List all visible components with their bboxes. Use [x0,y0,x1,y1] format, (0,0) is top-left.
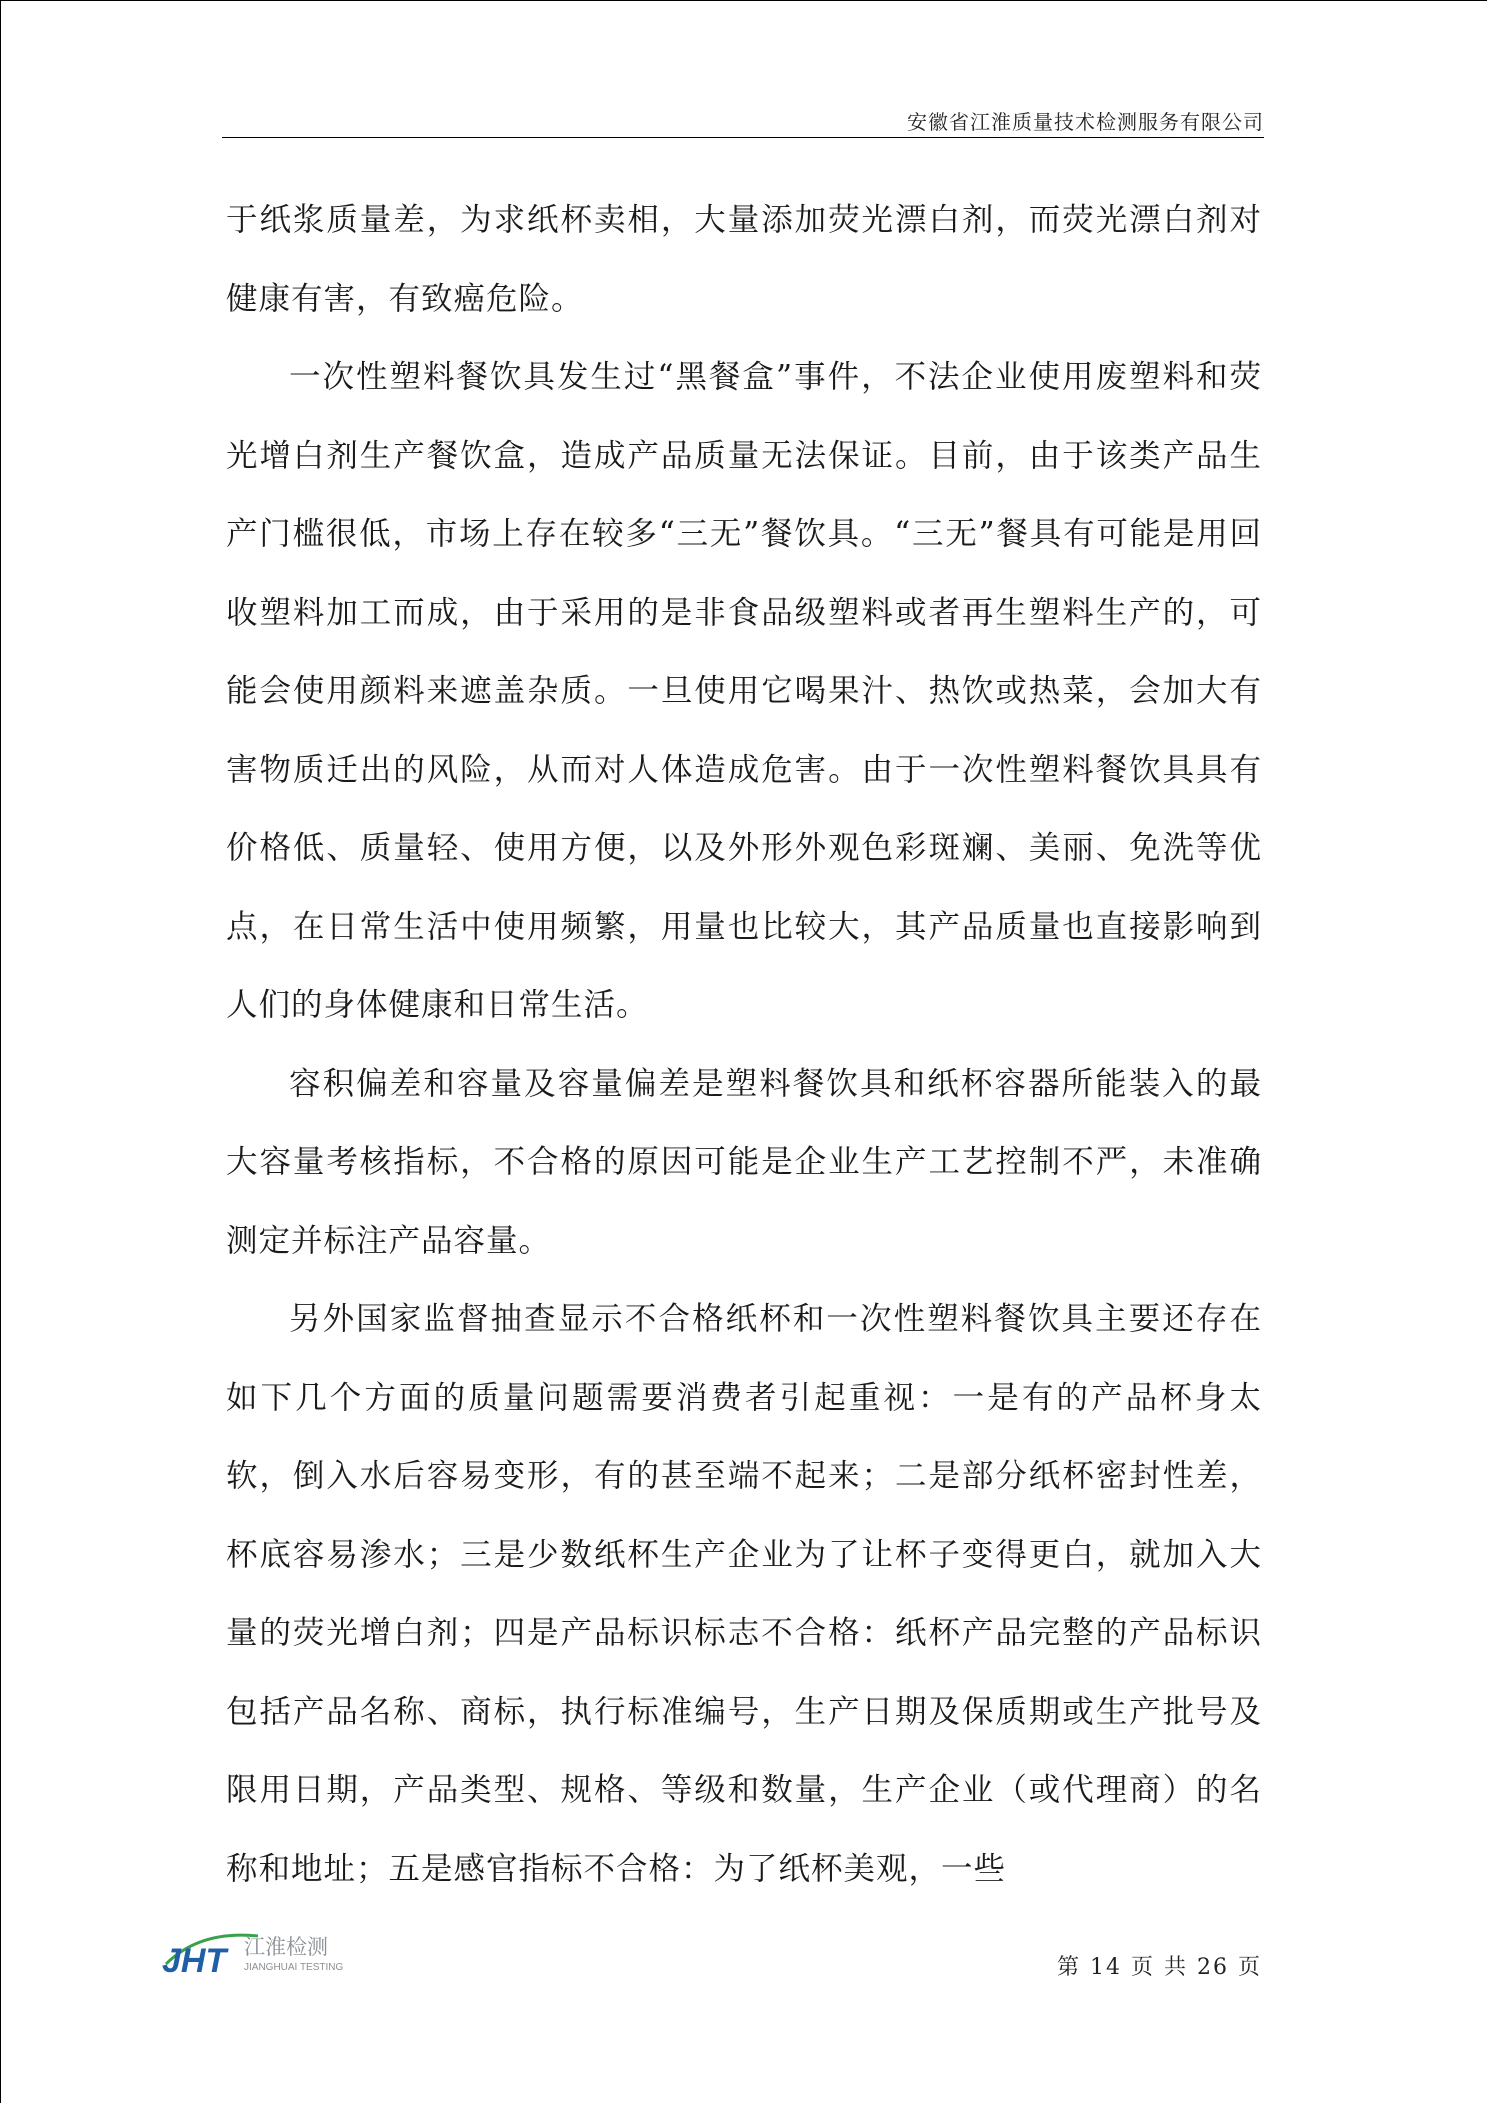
paragraph-2: 一次性塑料餐饮具发生过“黑餐盒”事件，不法企业使用废塑料和荧光增白剂生产餐饮盒，造成产品质量无法保证。目前，由于该类产品生产门槛很低，市场上存在较多“三无”餐饮具。“三无”餐具有可能是用回收塑料加工而成，由于采用的是非食品级塑料或者再生塑料生产的，可能会使用颜料来遮盖杂质。一旦使用它喝果汁、热饮或热菜，会加大有害物质迁出的风险，从而对人体造成危害。由于一次性塑料餐饮具具有价格低、质量轻、使用方便，以及外形外观色彩斑斓、美丽、免洗等优点，在日常生活中使用频繁，用量也比较大，其产品质量也直接影响到人们的身体健康和日常生活。 [226,359,1262,1023]
logo-chinese-name: 江淮检测 [244,1935,328,1959]
paragraph-1: 于纸浆质量差，为求纸杯卖相，大量添加荧光漂白剂，而荧光漂白剂对健康有害，有致癌危险。 [226,202,1262,317]
logo-english-name: JIANGHUAI TESTING [244,1962,344,1973]
header-rule [222,137,1264,138]
company-logo [160,1926,370,1986]
page-number: 第 14 页 共 26 页 [1057,1955,1262,1980]
logo-mark: JHT [162,1942,227,1980]
paragraph-3: 容积偏差和容量及容量偏差是塑料餐饮具和纸杯容器所能装入的最大容量考核指标，不合格的原因可能是企业生产工艺控制不严，未准确测定并标注产品容量。 [226,1065,1262,1259]
paragraph-4: 另外国家监督抽查显示不合格纸杯和一次性塑料餐饮具主要还存在如下几个方面的质量问题需要消费者引起重视：一是有的产品杯身太软，倒入水后容易变形，有的甚至端不起来；二是部分纸杯密封性差，杯底容易渗水；三是少数纸杯生产企业为了让杯子变得更白，就加入大量的荧光增白剂；四是产品标识标志不合格：纸杯产品完整的产品标识包括产品名称、商标，执行标准编号，生产日期及保质期或生产批号及限用日期，产品类型、规格、等级和数量，生产企业（或代理商）的名称和地址；五是感官指标不合格：为了纸杯美观，一些 [226,1301,1262,1887]
header-company-name: 安徽省江淮质量技术检测服务有限公司 [907,110,1264,134]
body-text [226,181,1262,1908]
company-logo-graphic [160,1926,370,1986]
